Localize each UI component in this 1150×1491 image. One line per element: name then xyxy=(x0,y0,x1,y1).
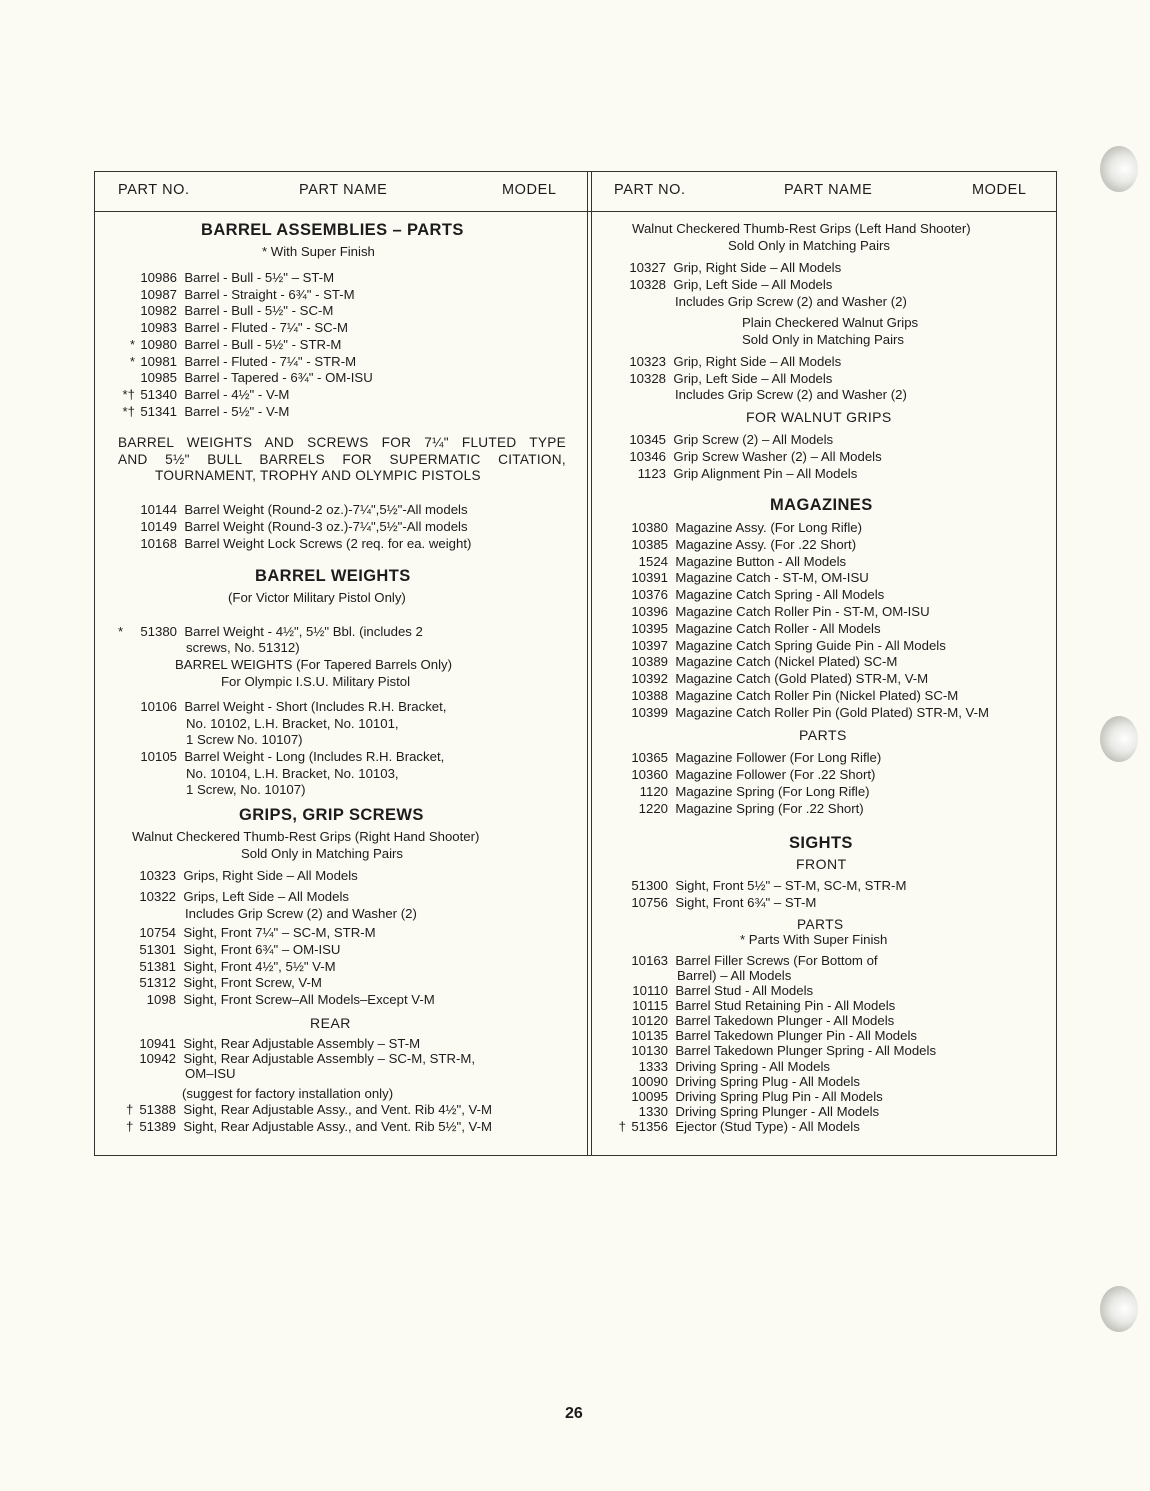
magazine-part-row-number: 1220 xyxy=(638,801,668,816)
part-row xyxy=(618,1104,879,1119)
grip-item-2: 10328 Grip, Left Side – All Models xyxy=(629,277,833,292)
magazine-part-row xyxy=(626,784,870,799)
magazine-row xyxy=(626,654,897,669)
rear-item-2-cont: OM–ISU xyxy=(185,1066,236,1081)
magazine-row xyxy=(626,638,946,653)
column-divider xyxy=(587,172,592,1155)
grip-item-4: 10328 Grip, Left Side – All Models xyxy=(629,371,833,386)
magazine-row xyxy=(626,671,928,686)
walnut-row-name: Grip Alignment Pin – All Models xyxy=(673,466,858,481)
barrel-row-number: 51341 xyxy=(140,403,177,419)
weight-row xyxy=(135,502,468,517)
rear-title: REAR xyxy=(310,1015,351,1031)
sight-row-number: 1098 xyxy=(146,992,176,1008)
front-sight-row-name: Sight, Front 5½" – ST-M, SC-M, STR-M xyxy=(675,878,907,893)
magazine-row-number: 10392 xyxy=(631,671,668,687)
barrel-row xyxy=(116,303,333,318)
header-left-model: MODEL xyxy=(502,182,557,198)
front-sight-row xyxy=(626,895,816,910)
magazine-part-row xyxy=(626,801,864,816)
magazine-row xyxy=(626,688,958,703)
barrel-row-name: Barrel - Bull - 5½" – ST-M xyxy=(184,270,335,285)
part-row-name: Barrel Stud - All Models xyxy=(675,983,814,998)
weights-paragraph-line3: TOURNAMENT, TROPHY AND OLYMPIC PISTOLS xyxy=(155,468,481,483)
super-finish-note: * With Super Finish xyxy=(262,244,375,259)
magazine-row-number: 10391 xyxy=(631,570,668,586)
weight-row-name: Barrel Weight (Round-2 oz.)-7¼",5½"-All models xyxy=(184,502,468,517)
weight-row xyxy=(135,536,471,551)
magazine-row xyxy=(626,621,881,636)
page-number: 26 xyxy=(565,1405,583,1422)
magazine-part-row xyxy=(626,767,875,782)
part-row-name: Driving Spring - All Models xyxy=(675,1058,830,1074)
part-row xyxy=(618,998,895,1013)
magazine-row-name: Magazine Catch Roller - All Models xyxy=(675,620,881,636)
barrel-row-name: Barrel - Fluted - 7¼" - STR-M xyxy=(184,353,357,369)
part-row xyxy=(618,1059,830,1074)
part-row-name: Driving Spring Plunger - All Models xyxy=(675,1103,880,1119)
sight-row-number: 51381 xyxy=(139,958,176,974)
sight-row xyxy=(134,959,336,974)
rear-suggest: (suggest for factory installation only) xyxy=(182,1086,394,1101)
barrel-row xyxy=(116,287,355,302)
magazine-part-row-number: 10360 xyxy=(631,767,668,782)
rear-item-4: † 51389 Sight, Rear Adjustable Assy., and Vent. Rib 5½", V-M xyxy=(126,1119,492,1134)
bw-item: * 51380 Barrel Weight - 4½", 5½" Bbl. (includes 2 xyxy=(118,624,423,639)
bw-item-cont: screws, No. 51312) xyxy=(186,640,300,655)
part-row-name: Barrel Takedown Plunger - All Models xyxy=(675,1013,895,1029)
part-row-number: 10110 xyxy=(632,983,668,998)
part-row-number: 10095 xyxy=(631,1088,668,1104)
grip-item-1: 10327 Grip, Right Side – All Models xyxy=(629,260,842,275)
magazine-part-row xyxy=(626,750,881,765)
sight-row-name: Sight, Front 6¾" – OM-ISU xyxy=(183,941,341,957)
magazine-row xyxy=(626,554,846,569)
grip-includes: Includes Grip Screw (2) and Washer (2) xyxy=(185,906,417,921)
short-weight-item: 10106 Barrel Weight - Short (Includes R.H. Bracket, xyxy=(140,699,447,714)
part-row-name: Barrel Takedown Plunger Spring - All Models xyxy=(675,1043,937,1059)
header-right-part-name: PART NAME xyxy=(784,182,873,198)
magazine-part-row-name: Magazine Spring (For .22 Short) xyxy=(675,801,864,816)
front-title: FRONT xyxy=(796,856,847,872)
barrel-row-number: 10987 xyxy=(140,286,177,302)
long-weight-line3: 1 Screw, No. 10107) xyxy=(186,782,306,797)
magazine-row xyxy=(626,604,930,619)
sight-row xyxy=(134,942,340,957)
magazine-row-name: Magazine Catch Roller Pin (Gold Plated) STR-M, V-M xyxy=(675,704,990,720)
magazine-row-number: 10395 xyxy=(631,620,668,636)
sight-row-name: Sight, Front 7¼" – SC-M, STR-M xyxy=(183,925,376,940)
barrel-row xyxy=(116,387,289,402)
sight-row-name: Sight, Front Screw–All Models–Except V-M xyxy=(183,992,435,1008)
weight-row xyxy=(135,519,468,534)
part-row xyxy=(618,983,813,998)
part-row xyxy=(618,1028,917,1043)
magazine-row-number: 10396 xyxy=(631,604,668,619)
magazine-part-row-number: 1120 xyxy=(639,784,668,799)
walnut-row xyxy=(624,466,857,481)
part-row-number: 10115 xyxy=(632,998,668,1014)
weight-row-number: 10144 xyxy=(140,502,177,517)
barrel-row-number: 51340 xyxy=(140,386,177,402)
part-row xyxy=(618,1043,936,1058)
part-row xyxy=(618,1119,860,1134)
grip-left-item: 10322 Grips, Left Side – All Models xyxy=(139,889,349,904)
part-row-number: 51356 xyxy=(631,1118,668,1134)
barrel-row xyxy=(116,354,356,369)
barrel-row-name: Barrel - Straight - 6¾" - ST-M xyxy=(184,286,355,302)
weights-paragraph-line2: AND 5½" BULL BARRELS FOR SUPERMATIC CITATION, xyxy=(118,452,566,467)
bw-tapered-line1: BARREL WEIGHTS (For Tapered Barrels Only) xyxy=(175,657,453,672)
magazine-row-name: Magazine Catch - ST-M, OM-ISU xyxy=(675,570,869,586)
plain-grips-subtitle-2: Sold Only in Matching Pairs xyxy=(742,332,904,347)
magazine-row xyxy=(626,587,884,602)
part-row-number: 10120 xyxy=(631,1013,668,1029)
barrel-row-name: Barrel - Bull - 5½" - SC-M xyxy=(184,303,334,319)
front-sight-row xyxy=(626,878,906,893)
magazine-row-number: 1524 xyxy=(638,553,668,569)
barrel-row-number: 10983 xyxy=(140,320,177,336)
part-row-mark: † xyxy=(618,1118,626,1134)
front-sight-row-number: 51300 xyxy=(631,878,668,893)
walnut-row-number: 1123 xyxy=(637,466,666,481)
barrel-row-mark: * xyxy=(129,336,135,352)
barrel-row-number: 10981 xyxy=(140,353,177,369)
lh-grips-subtitle-2: Sold Only in Matching Pairs xyxy=(728,238,890,253)
for-walnut-grips: FOR WALNUT GRIPS xyxy=(746,409,892,425)
walnut-row-number: 10345 xyxy=(629,432,666,447)
sight-row xyxy=(134,992,435,1007)
parts2-title: PARTS xyxy=(797,917,844,932)
part-row-name: Driving Spring Plug Pin - All Models xyxy=(675,1088,883,1104)
grip-item-3: 10323 Grip, Right Side – All Models xyxy=(629,354,842,369)
short-weight-line2: No. 10102, L.H. Bracket, No. 10101, xyxy=(186,716,399,731)
magazine-row-name: Magazine Catch Spring Guide Pin - All Models xyxy=(675,637,946,653)
bw-tapered-line2: For Olympic I.S.U. Military Pistol xyxy=(221,674,411,689)
magazine-row-number: 10397 xyxy=(631,637,668,653)
part-row-number: 1330 xyxy=(638,1103,668,1119)
barrel-row-mark: * xyxy=(129,353,135,369)
weight-row-number: 10149 xyxy=(140,519,177,534)
grips-subtitle-2: Sold Only in Matching Pairs xyxy=(241,846,403,861)
grip-right-item: 10323 Grips, Right Side – All Models xyxy=(139,868,358,883)
part-row xyxy=(618,1089,883,1104)
part-row-name: Barrel Stud Retaining Pin - All Models xyxy=(675,998,896,1014)
walnut-row xyxy=(624,432,833,447)
sight-row-name: Sight, Front 4½", 5½" V-M xyxy=(183,958,336,974)
barrel-row-number: 10985 xyxy=(140,370,177,386)
magazine-row-name: Magazine Catch (Nickel Plated) SC-M xyxy=(675,654,898,670)
header-left-part-name: PART NAME xyxy=(299,182,388,198)
magazine-part-row-name: Magazine Follower (For Long Rifle) xyxy=(675,750,882,765)
barrel-row xyxy=(116,404,289,419)
header-left-part-no: PART NO. xyxy=(118,182,190,198)
grips-subtitle-1: Walnut Checkered Thumb-Rest Grips (Right Hand Shooter) xyxy=(132,829,480,844)
lh-grips-subtitle-1: Walnut Checkered Thumb-Rest Grips (Left Hand Shooter) xyxy=(632,221,971,236)
barrel-assemblies-title: BARREL ASSEMBLIES – PARTS xyxy=(201,221,464,239)
magazine-row xyxy=(626,537,856,552)
weight-row-name: Barrel Weight Lock Screws (2 req. for ea. weight) xyxy=(184,536,472,551)
walnut-row-name: Grip Screw (2) – All Models xyxy=(673,432,834,447)
magazine-row-number: 10385 xyxy=(631,536,668,552)
walnut-row-name: Grip Screw Washer (2) – All Models xyxy=(673,449,882,464)
sight-row xyxy=(134,925,376,940)
barrel-weights-subtitle: (For Victor Military Pistol Only) xyxy=(228,590,406,605)
barrel-row xyxy=(116,270,334,285)
rear-item-1: 10941 Sight, Rear Adjustable Assembly – ST-M xyxy=(139,1036,421,1051)
grips-title: GRIPS, GRIP SCREWS xyxy=(239,806,424,824)
barrel-row-name: Barrel - Tapered - 6¾" - OM-ISU xyxy=(184,370,373,386)
magazine-row xyxy=(626,705,989,720)
magazine-part-row-number: 10365 xyxy=(631,750,668,765)
magazine-row xyxy=(626,570,869,585)
barrel-row-name: Barrel - 4½" - V-M xyxy=(184,386,290,402)
barrel-row xyxy=(116,320,348,335)
magazine-row-name: Magazine Catch Roller Pin - ST-M, OM-ISU xyxy=(675,604,930,619)
binder-hole-top xyxy=(1100,146,1138,192)
header-right-model: MODEL xyxy=(972,182,1027,198)
grip-includes-2: Includes Grip Screw (2) and Washer (2) xyxy=(675,387,907,402)
sight-row-number: 51301 xyxy=(139,941,176,957)
part-row-name: Barrel Takedown Plunger Pin - All Models xyxy=(675,1028,917,1044)
magazines-title: MAGAZINES xyxy=(770,496,873,514)
barrel-row-number: 10986 xyxy=(140,270,177,285)
table-header xyxy=(95,172,1056,212)
weights-paragraph-line1: BARREL WEIGHTS AND SCREWS FOR 7¼" FLUTED TYPE xyxy=(118,435,566,450)
weight-row-name: Barrel Weight (Round-3 oz.)-7¼",5½"-All models xyxy=(184,519,468,534)
part-row xyxy=(618,1013,894,1028)
part-row-number: 10135 xyxy=(631,1028,668,1044)
magazine-row-number: 10399 xyxy=(631,704,668,720)
part-row-number: 1333 xyxy=(638,1058,668,1074)
header-right-part-no: PART NO. xyxy=(614,182,686,198)
filler-item-cont: Barrel) – All Models xyxy=(677,968,792,983)
magazine-row-name: Magazine Catch (Gold Plated) STR-M, V-M xyxy=(675,671,929,687)
rear-item-2: 10942 Sight, Rear Adjustable Assembly – SC-M, STR-M, xyxy=(139,1051,476,1066)
walnut-row-number: 10346 xyxy=(629,449,666,464)
barrel-row-mark: *† xyxy=(122,403,135,419)
barrel-row-number: 10982 xyxy=(140,303,177,319)
magazine-row-number: 10376 xyxy=(631,587,668,603)
grip-includes-1: Includes Grip Screw (2) and Washer (2) xyxy=(675,294,907,309)
sight-row-number: 10754 xyxy=(139,925,176,940)
barrel-row-name: Barrel - Bull - 5½" - STR-M xyxy=(184,336,342,352)
barrel-row xyxy=(116,370,373,385)
magazine-part-row-name: Magazine Follower (For .22 Short) xyxy=(675,767,876,782)
barrel-row-name: Barrel - Fluted - 7¼" - SC-M xyxy=(184,320,349,336)
magazine-row-name: Magazine Button - All Models xyxy=(675,553,847,569)
short-weight-line3: 1 Screw No. 10107) xyxy=(186,732,303,747)
magazine-row-number: 10389 xyxy=(631,654,668,670)
part-row xyxy=(618,1074,860,1089)
front-sight-row-number: 10756 xyxy=(631,895,668,910)
rear-item-3: † 51388 Sight, Rear Adjustable Assy., and Vent. Rib 4½", V-M xyxy=(126,1102,492,1117)
magazine-row-name: Magazine Assy. (For .22 Short) xyxy=(675,536,857,552)
long-weight-line2: No. 10104, L.H. Bracket, No. 10103, xyxy=(186,766,399,781)
walnut-row xyxy=(624,449,882,464)
barrel-weights-title: BARREL WEIGHTS xyxy=(255,567,411,585)
magazine-row xyxy=(626,520,862,535)
parts2-note: * Parts With Super Finish xyxy=(740,932,888,947)
magazine-row-name: Magazine Assy. (For Long Rifle) xyxy=(675,520,862,535)
binder-hole-bottom xyxy=(1100,1286,1138,1332)
long-weight-item: 10105 Barrel Weight - Long (Includes R.H. Bracket, xyxy=(140,749,445,764)
magazine-row-number: 10380 xyxy=(631,520,668,535)
part-row-name: Driving Spring Plug - All Models xyxy=(675,1073,861,1089)
filler-item: 10163 Barrel Filler Screws (For Bottom of xyxy=(631,953,878,968)
magazine-row-name: Magazine Catch Roller Pin (Nickel Plated) SC-M xyxy=(675,688,959,703)
sight-row xyxy=(134,975,322,990)
binder-hole-middle xyxy=(1100,716,1138,762)
part-row-name: Ejector (Stud Type) - All Models xyxy=(675,1118,860,1134)
sight-row-number: 51312 xyxy=(139,975,176,991)
barrel-row-name: Barrel - 5½" - V-M xyxy=(184,403,290,419)
magazine-row-number: 10388 xyxy=(631,688,668,703)
barrel-row-number: 10980 xyxy=(140,336,177,352)
part-row-number: 10130 xyxy=(631,1043,668,1059)
front-sight-row-name: Sight, Front 6¾" – ST-M xyxy=(675,895,817,910)
plain-grips-subtitle-1: Plain Checkered Walnut Grips xyxy=(742,315,919,330)
magazine-part-row-name: Magazine Spring (For Long Rifle) xyxy=(675,784,870,799)
barrel-row-mark: *† xyxy=(122,386,135,402)
part-row-number: 10090 xyxy=(631,1073,668,1089)
barrel-row xyxy=(116,337,341,352)
magazine-row-name: Magazine Catch Spring - All Models xyxy=(675,587,885,603)
sight-row-name: Sight, Front Screw, V-M xyxy=(183,975,322,991)
sights-title: SIGHTS xyxy=(789,834,853,852)
weight-row-number: 10168 xyxy=(140,536,177,551)
parts-title: PARTS xyxy=(799,727,847,743)
